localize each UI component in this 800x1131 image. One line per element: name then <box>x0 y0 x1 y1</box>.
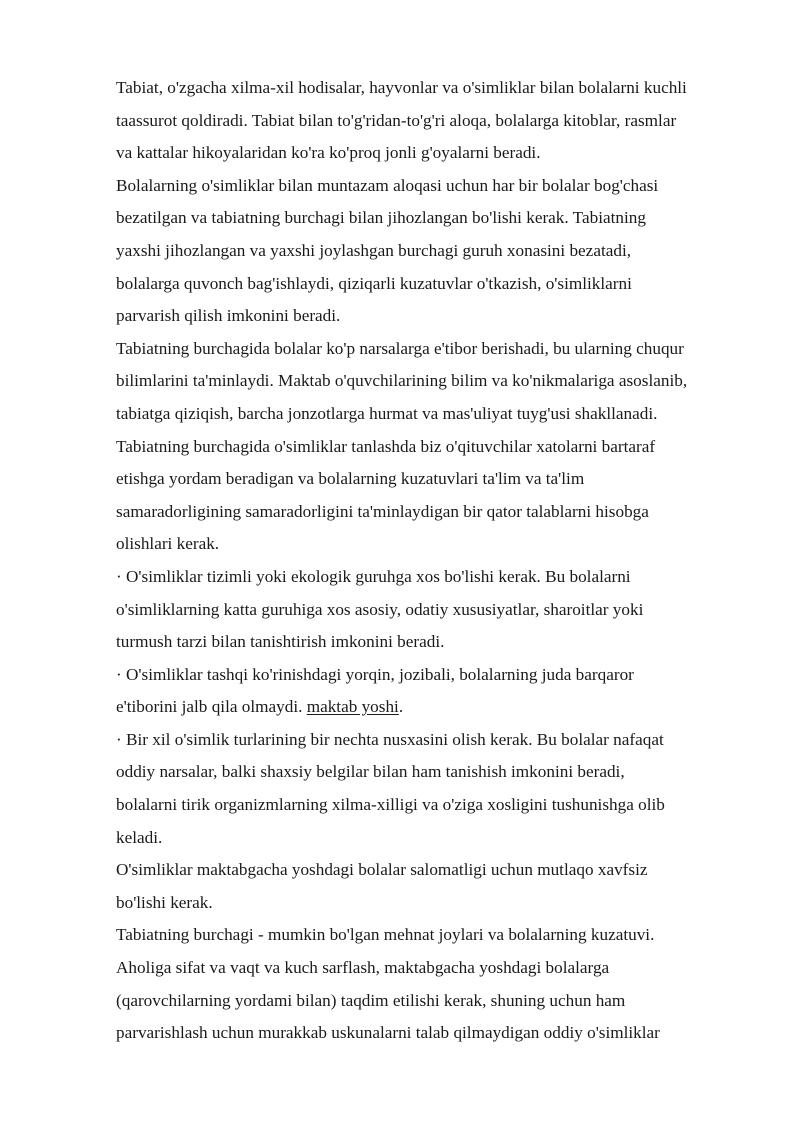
text-line: Tabiatning burchagida bolalar ko'p narsalarga e'tibor berishadi, bu ularning chuqur <box>116 338 684 358</box>
text-line: yaxshi jihozlangan va yaxshi joylashgan burchagi guruh xonasini bezatadi, <box>116 240 632 260</box>
bullet-line: · O'simliklar tashqi ko'rinishdagi yorqin, jozibali, bolalarning juda barqaror <box>116 664 634 684</box>
document-body <box>116 72 756 1050</box>
text-line: keladi. <box>116 827 163 847</box>
text-line: parvarishlash uchun murakkab uskunalarni talab qilmaydigan oddiy o'simliklar <box>116 1023 660 1043</box>
text-line: Bolalarning o'simliklar bilan muntazam aloqasi uchun har bir bolalar bog'chasi <box>116 175 659 195</box>
text-line: turmush tarzi bilan tanishtirish imkonini beradi. <box>116 632 445 652</box>
text-line: bolalarni tirik organizmlarning xilma-xilligi va o'ziga xosligini tushunishga olib <box>116 795 665 815</box>
maktab-yoshi-link[interactable]: maktab yoshi <box>306 697 399 717</box>
text-line: O'simliklar maktabgacha yoshdagi bolalar salomatligi uchun mutlaqo xavfsiz <box>116 860 648 880</box>
text-line: (qarovchilarning yordami bilan) taqdim etilishi kerak, shuning uchun ham <box>116 990 626 1010</box>
text-line: va kattalar hikoyalaridan ko'ra ko'proq jonli g'oyalarni beradi. <box>116 143 541 163</box>
text-line-with-link <box>116 691 756 724</box>
link-line-before: e'tiborini jalb qila olmaydi. <box>116 697 307 717</box>
text-line: taassurot qoldiradi. Tabiat bilan to'g'ridan-to'g'ri aloqa, bolalarga kitoblar, rasmlar <box>116 110 677 130</box>
bullet-line: · Bir xil o'simlik turlarining bir nechta nusxasini olish kerak. Bu bolalar nafaqat <box>116 729 664 749</box>
text-line: parvarish qilish imkonini beradi. <box>116 306 341 326</box>
text-line: bo'lishi kerak. <box>116 892 213 912</box>
text-line: samaradorligining samaradorligini ta'minlaydigan bir qator talablarni hisobga <box>116 501 649 521</box>
text-line: Tabiatning burchagida o'simliklar tanlashda biz o'qituvchilar xatolarni bartaraf <box>116 436 656 456</box>
link-line-after: . <box>398 697 404 717</box>
text-line: oddiy narsalar, balki shaxsiy belgilar bilan ham tanishish imkonini beradi, <box>116 762 625 782</box>
text-line: bilimlarini ta'minlaydi. Maktab o'quvchilarining bilim va ko'nikmalariga asoslanib, <box>116 371 688 391</box>
text-line: Aholiga sifat va vaqt va kuch sarflash, maktabgacha yoshdagi bolalarga <box>116 958 610 978</box>
text-line: Tabiatning burchagi - mumkin bo'lgan mehnat joylari va bolalarning kuzatuvi. <box>116 925 655 945</box>
text-line: etishga yordam beradigan va bolalarning kuzatuvlari ta'lim va ta'lim <box>116 469 585 489</box>
text-line: tabiatga qiziqish, barcha jonzotlarga hurmat va mas'uliyat tuyg'usi shakllanadi. <box>116 403 658 423</box>
text-line: bolalarga quvonch bag'ishlaydi, qiziqarli kuzatuvlar o'tkazish, o'simliklarni <box>116 273 632 293</box>
text-line: olishlari kerak. <box>116 534 220 554</box>
bullet-line: · O'simliklar tizimli yoki ekologik guruhga xos bo'lishi kerak. Bu bolalarni <box>116 566 631 586</box>
text-line: bezatilgan va tabiatning burchagi bilan jihozlangan bo'lishi kerak. Tabiatning <box>116 208 646 228</box>
text-line: Tabiat, o'zgacha xilma-xil hodisalar, hayvonlar va o'simliklar bilan bolalarni kuchli <box>116 78 687 97</box>
text-line: o'simliklarning katta guruhiga xos asosiy, odatiy xususiyatlar, sharoitlar yoki <box>116 599 644 619</box>
